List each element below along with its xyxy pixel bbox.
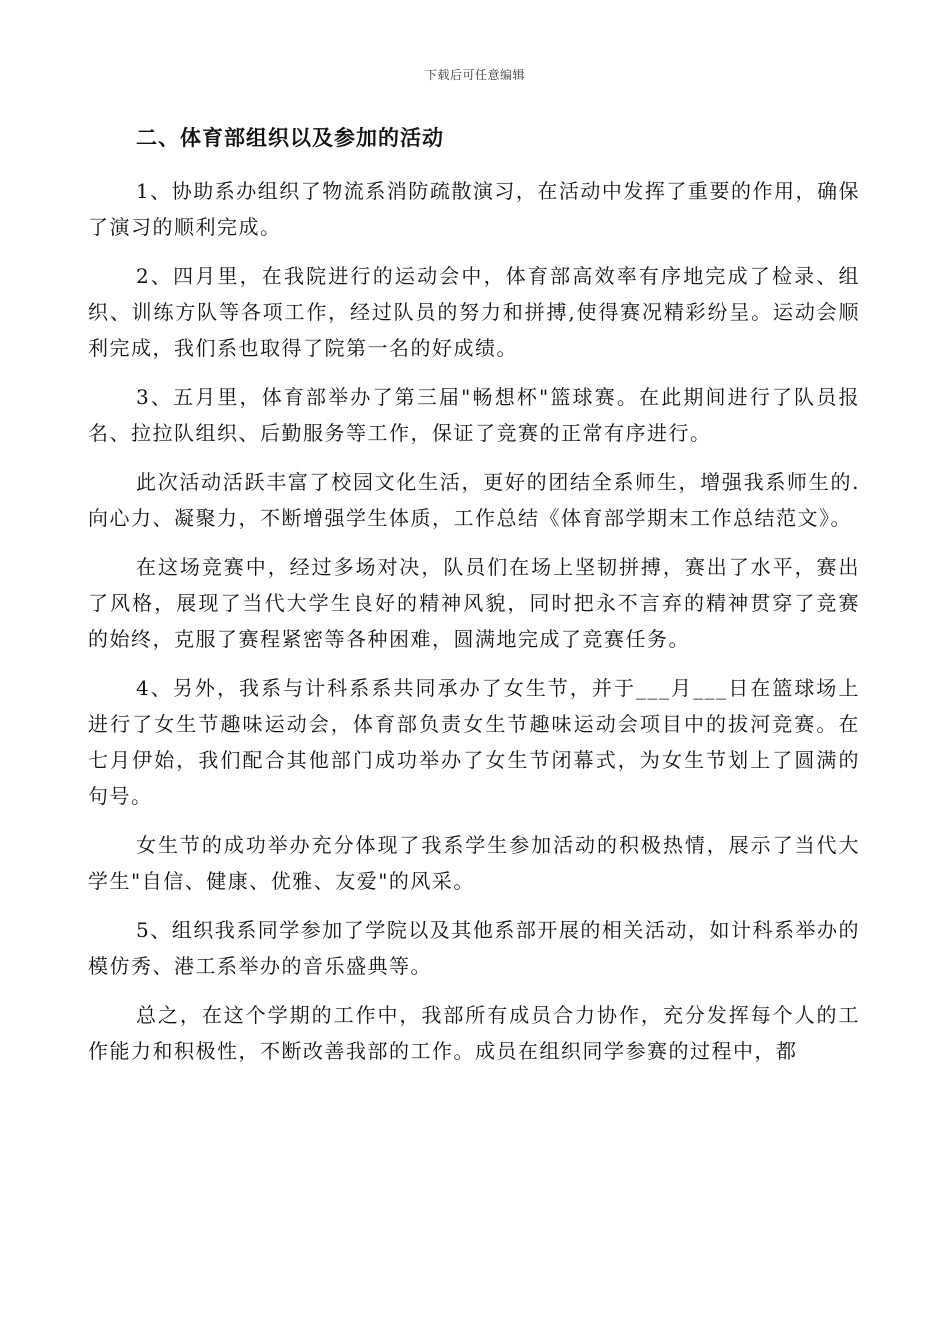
header-note: 下载后可任意编辑 <box>424 68 525 82</box>
paragraph-3: 3、五月里，体育部举办了第三届"畅想杯"篮球赛。在此期间进行了队员报名、拉拉队组织、后勤服务等工作，保证了竞赛的正常有序进行。 <box>88 385 860 445</box>
paragraph-1: 1、协助系办组织了物流系消防疏散演习，在活动中发挥了重要的作用，确保了演习的顺利完成。 <box>88 179 860 239</box>
paragraph-7: 女生节的成功举办充分体现了我系学生参加活动的积极热情，展示了当代大学生"自信、健康、优雅、友爱"的风采。 <box>88 833 860 893</box>
paragraph-9: 总之，在这个学期的工作中，我部所有成员合力协作，充分发挥每个人的工作能力和积极性，不断改善我部的工作。成员在组织同学参赛的过程中，都 <box>88 1003 860 1063</box>
section-heading: 二、体育部组织以及参加的活动 <box>136 125 444 150</box>
paragraph-2: 2、四月里，在我院进行的运动会中，体育部高效率有序地完成了检录、组织、训练方队等各项工作，经过队员的努力和拼搏,使得赛况精彩纷呈。运动会顺利完成，我们系也取得了院第一名的好成绩。 <box>88 264 860 360</box>
document-body <box>88 120 860 1069</box>
paragraph-5: 在这场竞赛中，经过多场对决，队员们在场上坚韧拼搏，赛出了水平，赛出了风格，展现了当代大学生良好的精神风貌，同时把永不言弃的精神贯穿了竞赛的始终，克服了赛程紧密等各种困难，圆满地完成了竞赛任务。 <box>88 555 860 651</box>
paragraph-4: 此次活动活跃丰富了校园文化生活，更好的团结全系师生，增强我系师生的.向心力、凝聚力，不断增强学生体质，工作总结《体育部学期末工作总结范文》。 <box>88 470 860 530</box>
paragraph-8: 5、组织我系同学参加了学院以及其他系部开展的相关活动，如计科系举办的模仿秀、港工系举办的音乐盛典等。 <box>88 918 860 978</box>
paragraph-6: 4、另外，我系与计科系系共同承办了女生节，并于___月___日在篮球场上进行了女生节趣味运动会，体育部负责女生节趣味运动会项目中的拔河竞赛。在七月伊始，我们配合其他部门成功举办了女生节闭幕式，为女生节划上了圆满的句号。 <box>88 676 860 808</box>
